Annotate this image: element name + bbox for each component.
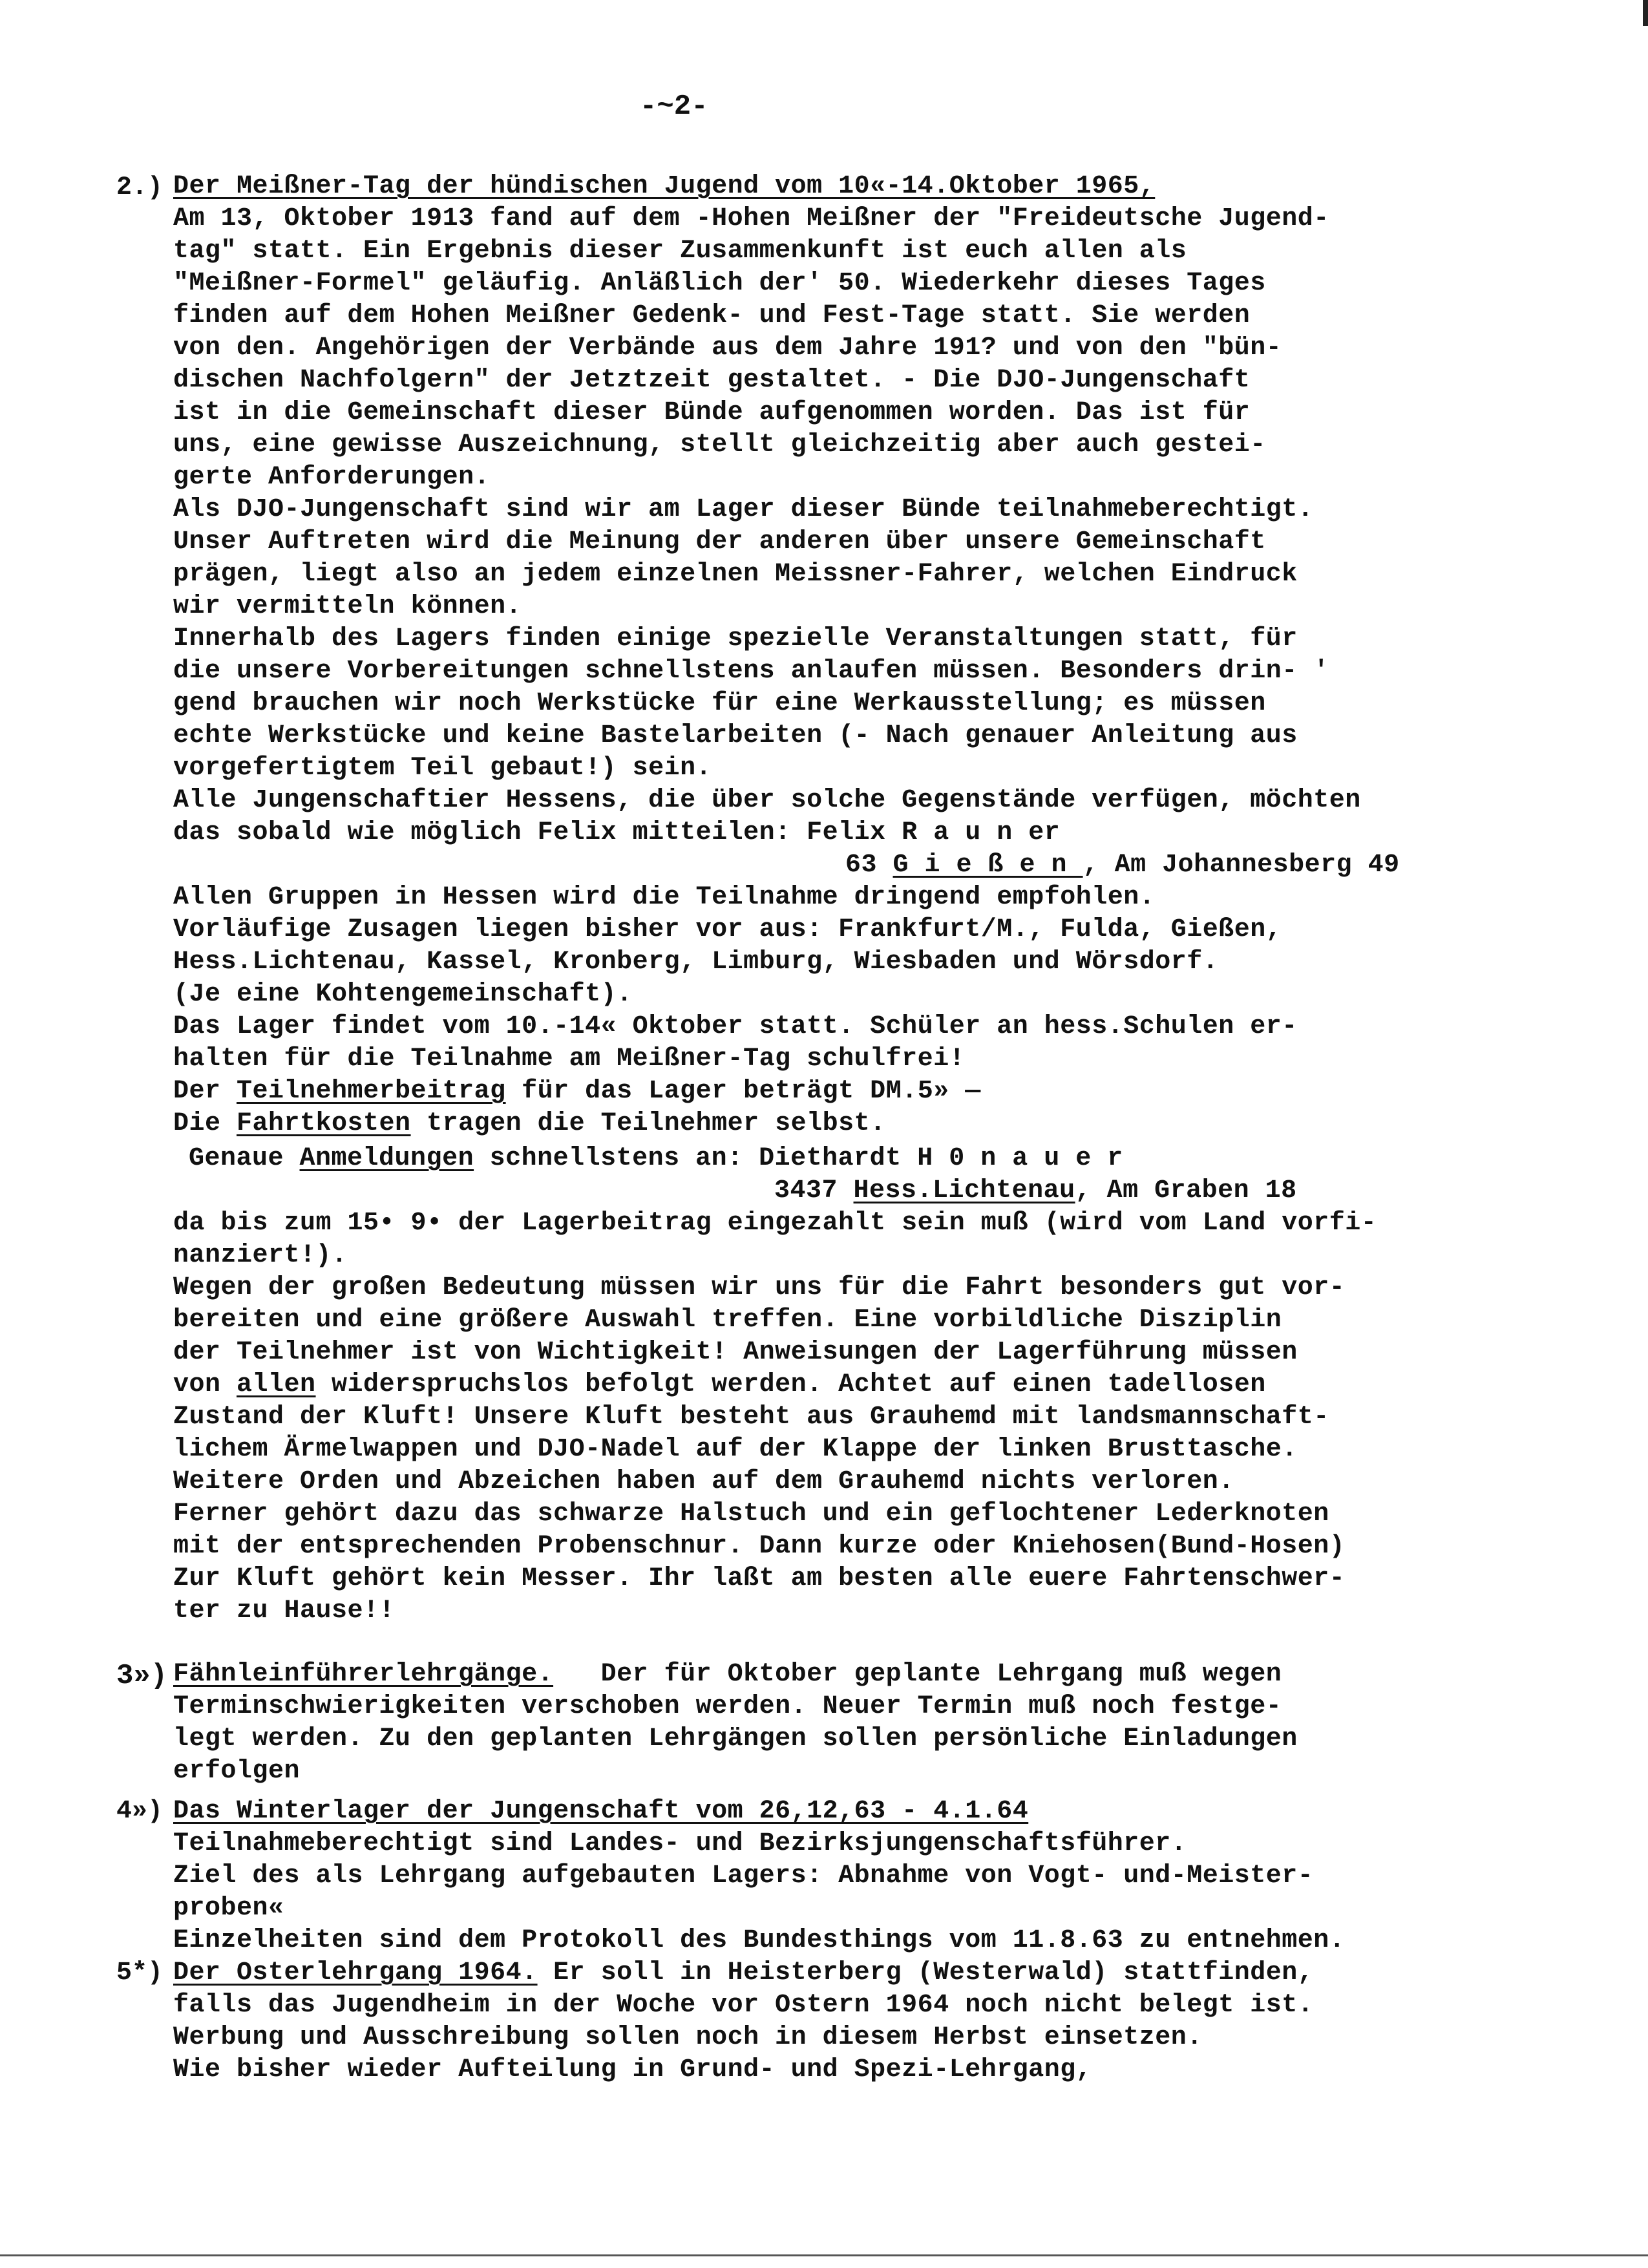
section-number: 5*) (116, 1958, 164, 1987)
section-heading-rest: Der für Oktober geplante Lehrgang muß wegen (553, 1660, 1282, 1689)
section-heading: Der Meißner-Tag der hündischen Jugend vom 10«-14.Oktober 1965, (173, 172, 1156, 201)
text-line: vorgefertigtem Teil gebaut!) sein. (173, 754, 712, 783)
text-line: Als DJO-Jungenschaft sind wir am Lager dieser Bünde teilnahmeberechtigt. (173, 495, 1314, 524)
text-line: Ferner gehört dazu das schwarze Halstuch und ein geflochtener Lederknoten (173, 1500, 1329, 1529)
text-line: Weitere Orden und Abzeichen haben auf dem Grauhemd nichts verloren. (173, 1467, 1234, 1496)
text-line: nanziert!). (173, 1241, 348, 1270)
text-line: finden auf dem Hohen Meißner Gedenk- und Fest-Tage statt. Sie werden (173, 301, 1251, 330)
text: Der (173, 1077, 237, 1106)
text-line: Wie bisher wieder Aufteilung in Grund- und Spezi-Lehrgang, (173, 2055, 1092, 2084)
text-line: dischen Nachfolgern" der Jetztzeit gestaltet. - Die DJO-Jungenschaft (173, 366, 1251, 395)
address-street: , Am Johannesberg 49 (1083, 851, 1400, 880)
text: von (173, 1370, 237, 1399)
text: für das Lager beträgt DM.5» — (505, 1077, 981, 1106)
section-heading: Fähnleinführerlehrgänge. (173, 1660, 554, 1689)
section-heading-line (173, 1659, 1282, 1691)
text-line: bereiten und eine größere Auswahl treffen. Eine vorbildliche Disziplin (173, 1306, 1282, 1335)
text-line: Werbung und Ausschreibung sollen noch in diesem Herbst einsetzen. (173, 2023, 1203, 2052)
text-line (845, 849, 1400, 882)
scan-corner-mark (1643, 0, 1648, 26)
text-line: proben« (173, 1894, 284, 1923)
scan-bottom-edge (0, 2254, 1648, 2256)
text-line: Am 13, Oktober 1913 fand auf dem -Hohen Meißner der "Freideutsche Jugend- (173, 204, 1329, 233)
text-line: Alle Jungenschaftier Hessens, die über solche Gegenstände verfügen, möchten (173, 786, 1361, 815)
section-number: 3») (116, 1660, 168, 1692)
text-line: lichem Ärmelwappen und DJO-Nadel auf der Klappe der linken Brusttasche. (173, 1435, 1298, 1464)
text-line: Vorläufige Zusagen liegen bisher vor aus: Frankfurt/M., Fulda, Gießen, (173, 915, 1282, 944)
section-number: 2.) (116, 173, 164, 202)
cost-label: Fahrtkosten (237, 1109, 411, 1138)
text-line: Zustand der Kluft! Unsere Kluft besteht aus Grauhemd mit landsmannschaft- (173, 1403, 1329, 1432)
text-line: wir vermitteln können. (173, 592, 522, 621)
text-line: "Meißner-Formel" geläufig. Anläßlich der' 50. Wiederkehr dieses Tages (173, 269, 1266, 298)
section-heading-rest: Er soll in Heisterberg (Westerwald) stattfinden, (537, 1958, 1314, 1987)
text-line: Teilnahmeberechtigt sind Landes- und Bezirksjungenschaftsführer. (173, 1829, 1187, 1858)
text-line: Innerhalb des Lagers finden einige spezielle Veranstaltungen statt, für (173, 624, 1298, 653)
text-line: echte Werkstücke und keine Bastelarbeiten (- Nach genauer Anleitung aus (173, 721, 1298, 750)
text-line: Einzelheiten sind dem Protokoll des Bundesthings vom 11.8.63 zu entnehmen. (173, 1926, 1346, 1955)
text-line: mit der entsprechenden Probenschnur. Dann kurze oder Kniehosen(Bund-Hosen) (173, 1532, 1346, 1561)
text-line: (Je eine Kohtengemeinschaft). (173, 980, 633, 1009)
section-heading-line (173, 1957, 1313, 1989)
text-line: von den. Angehörigen der Verbände aus dem Jahre 191? und von den "bün- (173, 334, 1282, 363)
text-line: halten für die Teilnahme am Meißner-Tag schulfrei! (173, 1044, 966, 1074)
text: Die (173, 1109, 237, 1138)
registration-label: Anmeldungen (299, 1144, 474, 1173)
address-city: Hess.Lichtenau (853, 1176, 1075, 1205)
section-number: 4») (116, 1797, 164, 1826)
text: schnellstens an: Diethardt H 0 n a u e r (474, 1144, 1123, 1173)
address-city: G i e ß e n (893, 851, 1083, 880)
section-heading: Das Winterlager der Jungenschaft vom 26,12,63 - 4.1.64 (173, 1797, 1029, 1826)
text-line: erfolgen (173, 1757, 301, 1786)
text-line: Ziel des als Lehrgang aufgebauten Lagers: Abnahme von Vogt- und-Meister- (173, 1861, 1314, 1891)
text-line: die unsere Vorbereitungen schnellstens anlaufen müssen. Besonders drin- ' (173, 657, 1329, 686)
text: tragen die Teilnehmer selbst. (410, 1109, 886, 1138)
text-line: Allen Gruppen in Hessen wird die Teilnahme dringend empfohlen. (173, 883, 1156, 912)
text-line: ist in die Gemeinschaft dieser Bünde aufgenommen worden. Das ist für (173, 398, 1251, 427)
text-line: Terminschwierigkeiten verschoben werden. Neuer Termin muß noch festge- (173, 1692, 1282, 1721)
text-line (173, 1108, 886, 1140)
text-line: prägen, liegt also an jedem einzelnen Meissner-Fahrer, welchen Eindruck (173, 560, 1298, 589)
text-line: der Teilnehmer ist von Wichtigkeit! Anweisungen der Lagerführung müssen (173, 1338, 1298, 1367)
address-street: , Am Graben 18 (1075, 1176, 1297, 1205)
text: Genaue (189, 1144, 300, 1173)
text-line (189, 1143, 1123, 1175)
text-line: legt werden. Zu den geplanten Lehrgängen sollen persönliche Einladungen (173, 1724, 1298, 1754)
section-heading: Der Osterlehrgang 1964. (173, 1958, 538, 1987)
text-line: ter zu Hause!! (173, 1596, 396, 1626)
text-line: das sobald wie möglich Felix mitteilen: Felix R a u n er (173, 818, 1061, 847)
address-prefix: 3437 (774, 1176, 854, 1205)
text-line (173, 1369, 1266, 1401)
text-line: Unser Auftreten wird die Meinung der anderen über unsere Gemeinschaft (173, 527, 1266, 556)
text-line (173, 1076, 981, 1108)
text-line: gend brauchen wir noch Werkstücke für eine Werkausstellung; es müssen (173, 689, 1266, 718)
text-line: Zur Kluft gehört kein Messer. Ihr laßt am besten alle euere Fahrtenschwer- (173, 1564, 1346, 1593)
emphasis: allen (237, 1370, 316, 1399)
text-line: falls das Jugendheim in der Woche vor Ostern 1964 noch nicht belegt ist. (173, 1991, 1314, 2020)
page-number: -~2- (640, 90, 708, 123)
text-line: Das Lager findet vom 10.-14« Oktober statt. Schüler an hess.Schulen er- (173, 1012, 1298, 1041)
text-line: gerte Anforderungen. (173, 463, 491, 492)
text-line: Wegen der großen Bedeutung müssen wir uns für die Fahrt besonders gut vor- (173, 1273, 1346, 1302)
text-line (774, 1175, 1297, 1207)
text-line: uns, eine gewisse Auszeichnung, stellt gleichzeitig aber auch gestei- (173, 430, 1266, 460)
text-line: Hess.Lichtenau, Kassel, Kronberg, Limburg, Wiesbaden und Wörsdorf. (173, 948, 1219, 977)
fee-label: Teilnehmerbeitrag (237, 1077, 506, 1106)
text-line: da bis zum 15• 9• der Lagerbeitrag eingezahlt sein muß (wird vom Land vorfi- (173, 1209, 1377, 1238)
text-line: tag" statt. Ein Ergebnis dieser Zusammenkunft ist euch allen als (173, 237, 1187, 266)
text: widerspruchslos befolgt werden. Achtet auf einen tadellosen (315, 1370, 1266, 1399)
address-prefix: 63 (845, 851, 893, 880)
